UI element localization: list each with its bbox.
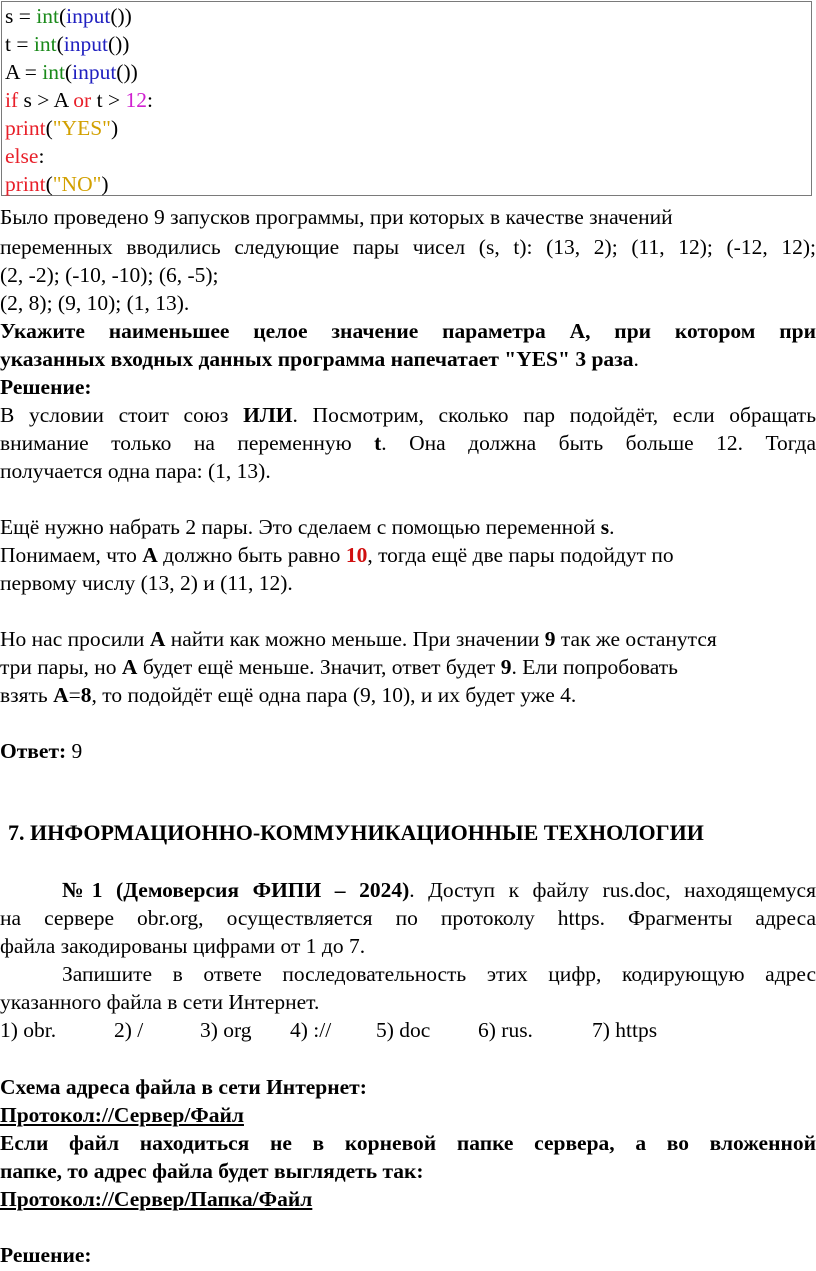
code-line-4: if s > A or t > 12: — [5, 88, 153, 112]
answer: Ответ: 9 — [0, 739, 83, 763]
code-line-7: print("NO") — [5, 172, 109, 196]
solution-line-9: взять А=8, то подойдёт ещё одна пара (9, 10), и их будет уже 4. — [0, 683, 577, 707]
solution-line-5: Понимаем, что А должно быть равно 10, тогда ещё две пары подойдут по — [0, 543, 674, 567]
option-2: 2) / — [114, 1018, 144, 1042]
section-task-line-1: №1 (Демоверсия ФИПИ – 2024). Доступ к файлу rus.doc, находящемуся — [62, 878, 816, 902]
solution-line-4: Ещё нужно набрать 2 пары. Это сделаем с помощью переменной s. — [0, 515, 615, 539]
nested-line-2: папке, то адрес файла будет выглядеть так: — [0, 1159, 424, 1183]
scheme-1: Протокол://Сервер/Файл — [0, 1103, 244, 1127]
solution-title: Решение: — [0, 375, 92, 399]
task-line-2: переменных вводились следующие пары чисел (s, t): (13, 2); (11, 12); (-12, 12); — [0, 235, 816, 259]
solution-line-8: три пары, но А будет ещё меньше. Значит, ответ будет 9. Ели попробовать — [0, 655, 678, 679]
task-line-3: (2, -2); (-10, -10); (6, -5); — [0, 263, 219, 287]
code-line-1: s = int(input()) — [5, 4, 132, 28]
option-4: 4) :// — [290, 1018, 332, 1042]
solution-line-6: первому числу (13, 2) и (11, 12). — [0, 571, 293, 595]
section-heading: 7. ИНФОРМАЦИОННО-КОММУНИКАЦИОННЫЕ ТЕХНОЛОГИИ — [8, 820, 704, 845]
code-block — [1, 1, 812, 196]
code-line-2: t = int(input()) — [5, 32, 130, 56]
task-question-line-1: Укажите наименьшее целое значение параметра А, при котором при — [0, 319, 816, 343]
solution-line-3: получается одна пара: (1, 13). — [0, 459, 271, 483]
section-task-line-2: на сервере obr.org, осуществляется по протоколу https. Фрагменты адреса — [0, 906, 816, 930]
code-line-3: A = int(input()) — [5, 60, 138, 84]
task-line-4: (2, 8); (9, 10); (1, 13). — [0, 291, 190, 315]
code-line-5: print("YES") — [5, 116, 119, 140]
option-5: 5) doc — [376, 1018, 431, 1042]
section-task-line-3: файла закодированы цифрами от 1 до 7. — [0, 934, 366, 958]
task-line-1: Было проведено 9 запусков программы, при которых в качестве значений — [0, 205, 673, 229]
task-question-line-2: указанных входных данных программа напечатает "YES" 3 раза. — [0, 347, 639, 371]
scheme-title: Схема адреса файла в сети Интернет: — [0, 1075, 367, 1099]
section-task-line-5: указанного файла в сети Интернет. — [0, 990, 320, 1014]
option-6: 6) rus. — [478, 1018, 533, 1042]
option-3: 3) org — [200, 1018, 252, 1042]
scheme-2: Протокол://Сервер/Папка/Файл — [0, 1187, 313, 1211]
nested-line-1: Если файл находиться не в корневой папке сервера, а во вложенной — [0, 1131, 816, 1155]
option-1: 1) obr. — [0, 1018, 57, 1042]
code-line-6: else: — [5, 144, 45, 168]
section-task-line-4: Запишите в ответе последовательность этих цифр, кодирующую адрес — [62, 962, 816, 986]
solution-line-7: Но нас просили А найти как можно меньше. При значении 9 так же останутся — [0, 627, 717, 651]
solution-line-2: внимание только на переменную t. Она должна быть больше 12. Тогда — [0, 431, 816, 455]
solution-line-1: В условии стоит союз ИЛИ. Посмотрим, сколько пар подойдёт, если обращать — [0, 403, 816, 427]
option-7: 7) https — [592, 1018, 658, 1042]
section-solution-title: Решение: — [0, 1243, 92, 1267]
